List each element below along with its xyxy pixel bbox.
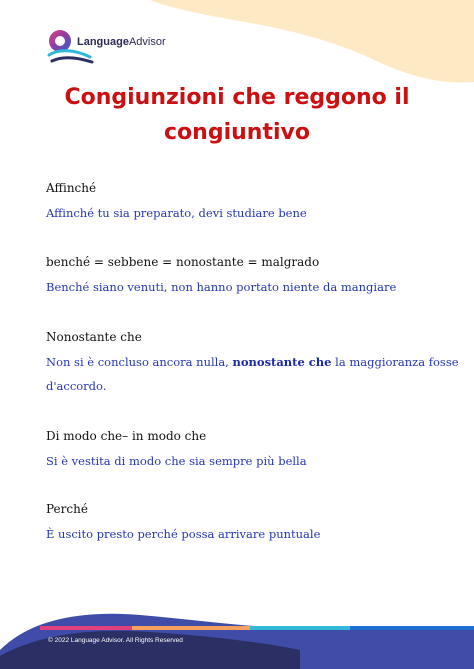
- section-nonostante-che: [46, 329, 459, 394]
- brand-name: LanguageAdvisor: [77, 36, 166, 48]
- section-example: È uscito presto perché possa arrivare puntuale: [46, 527, 321, 541]
- section-heading: Perché: [46, 502, 88, 516]
- page-title-line-1: Congiunzioni che reggono il: [64, 85, 410, 110]
- section-benche: [46, 254, 446, 295]
- copyright-text: © 2022 Language Advisor. All Rights Reserved: [48, 637, 183, 644]
- section-affinche: [46, 180, 446, 221]
- section-example: [46, 354, 459, 370]
- example-highlight: nonostante che: [232, 355, 332, 369]
- footer-decoration: [0, 590, 474, 669]
- example-text-before: Non si è concluso ancora nulla,: [46, 355, 233, 369]
- section-heading: Di modo che– in modo che: [46, 429, 207, 443]
- section-example: Si è vestita di modo che sia sempre più bella: [46, 454, 307, 468]
- section-example: Affinché tu sia preparato, devi studiare bene: [46, 206, 307, 220]
- section-example: Benché siano venuti, non hanno portato niente da mangiare: [46, 280, 397, 294]
- section-perche: [46, 501, 446, 542]
- page-title-line-2: congiuntivo: [164, 120, 310, 145]
- example-text-after: la maggioranza fosse: [331, 355, 459, 369]
- section-example-continued: d'accordo.: [46, 379, 107, 393]
- section-heading: benché = sebbene = nonostante = malgrado: [46, 255, 320, 269]
- section-di-modo-che: [46, 428, 446, 469]
- section-heading: Nonostante che: [46, 330, 142, 344]
- section-heading: Affinché: [46, 181, 97, 195]
